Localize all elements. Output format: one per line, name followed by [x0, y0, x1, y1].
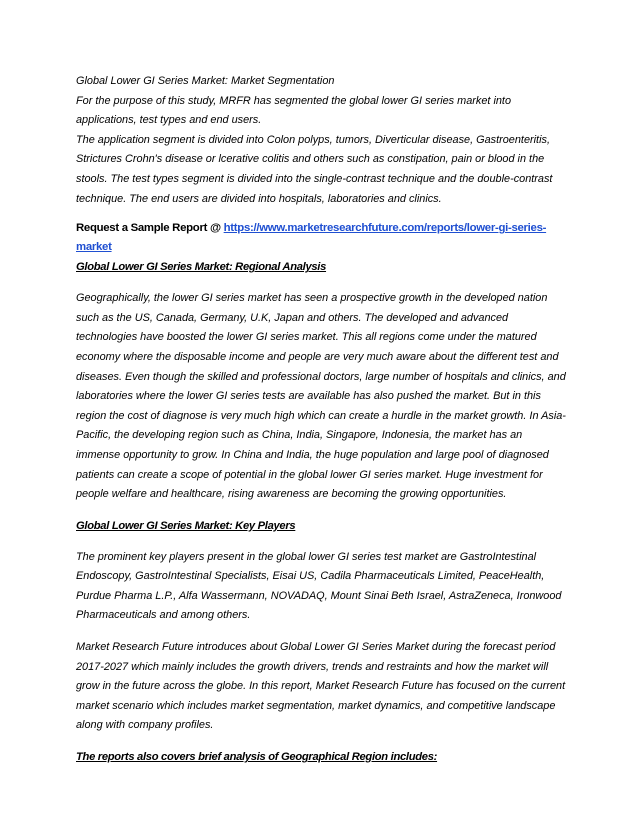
request-sample-label: Request a Sample Report @ [76, 222, 224, 235]
key-players-heading: Global Lower GI Series Market: Key Players [76, 519, 296, 532]
segmentation-title: Global Lower GI Series Market: Market Segmentation [76, 75, 335, 87]
document-content [76, 72, 566, 767]
geographical-region-heading: The reports also covers brief analysis of Geographical Region includes: [76, 751, 438, 764]
segmentation-detail-paragraph: The application segment is divided into Colon polyps, tumors, Diverticular disease, Gastroenteritis, Strictures Crohn's disease or lcerative colitis and others such as constipation, pain or blood in the stools. The test types segment is divided into the single-contrast technique and the double-contrast technique. The end users are divided into hospitals, laboratories and clinics. [76, 133, 553, 205]
regional-analysis-heading: Global Lower GI Series Market: Regional Analysis [76, 261, 327, 274]
regional-analysis-paragraph: Geographically, the lower GI series market has seen a prospective growth in the developed nation such as the US, Canada, Germany, U.K, Japan and others. The developed and advanced technologies have boosted the lower GI series market. This all regions come under the matured economy where the disposable income and people are very much aware about the different test and diseases. Even though the skilled and professional doctors, large number of hospitals and clinics, and laboratories where the lower GI series tests are available has also pushed the market. But in this region the cost of diagnose is very much high which can create a hurdle in the market growth. In Asia-Pacific, the developing region such as China, India, Singapore, Indonesia, the market has an immense opportunity to grow. In China and India, the huge population and large pool of diagnosed patients can create a scope of potential in the global lower GI series market. Huge investment for people welfare and healthcare, rising awareness are becoming the growing opportunities. [76, 292, 566, 501]
request-sample-line [76, 219, 566, 257]
forecast-paragraph: Market Research Future introduces about Global Lower GI Series Market during the forecast period 2017-2027 which mainly includes the growth drivers, trends and restraints and how the market will grow in the future across the globe. In this report, Market Research Future has focused on the current market scenario which includes market segmentation, market dynamics, and competitive landscape along with company profiles. [76, 641, 566, 732]
segmentation-intro-paragraph: For the purpose of this study, MRFR has segmented the global lower GI series market into applications, test types and end users. [76, 94, 512, 127]
key-players-paragraph: The prominent key players present in the global lower GI series test market are GastroIntestinal Endoscopy, GastroIntestinal Specialists, Eisai US, Cadila Pharmaceuticals Limited, PeaceHealth, Purdue Pharma L.P., Alfa Wassermann, NOVADAQ, Mount Sinai Beth Israel, AstraZeneca, Ironwood Pharmaceuticals and among others. [76, 550, 562, 622]
sample-report-link[interactable]: https://www.marketresearchfuture.com/reports/lower-gi-series-market [76, 222, 547, 254]
